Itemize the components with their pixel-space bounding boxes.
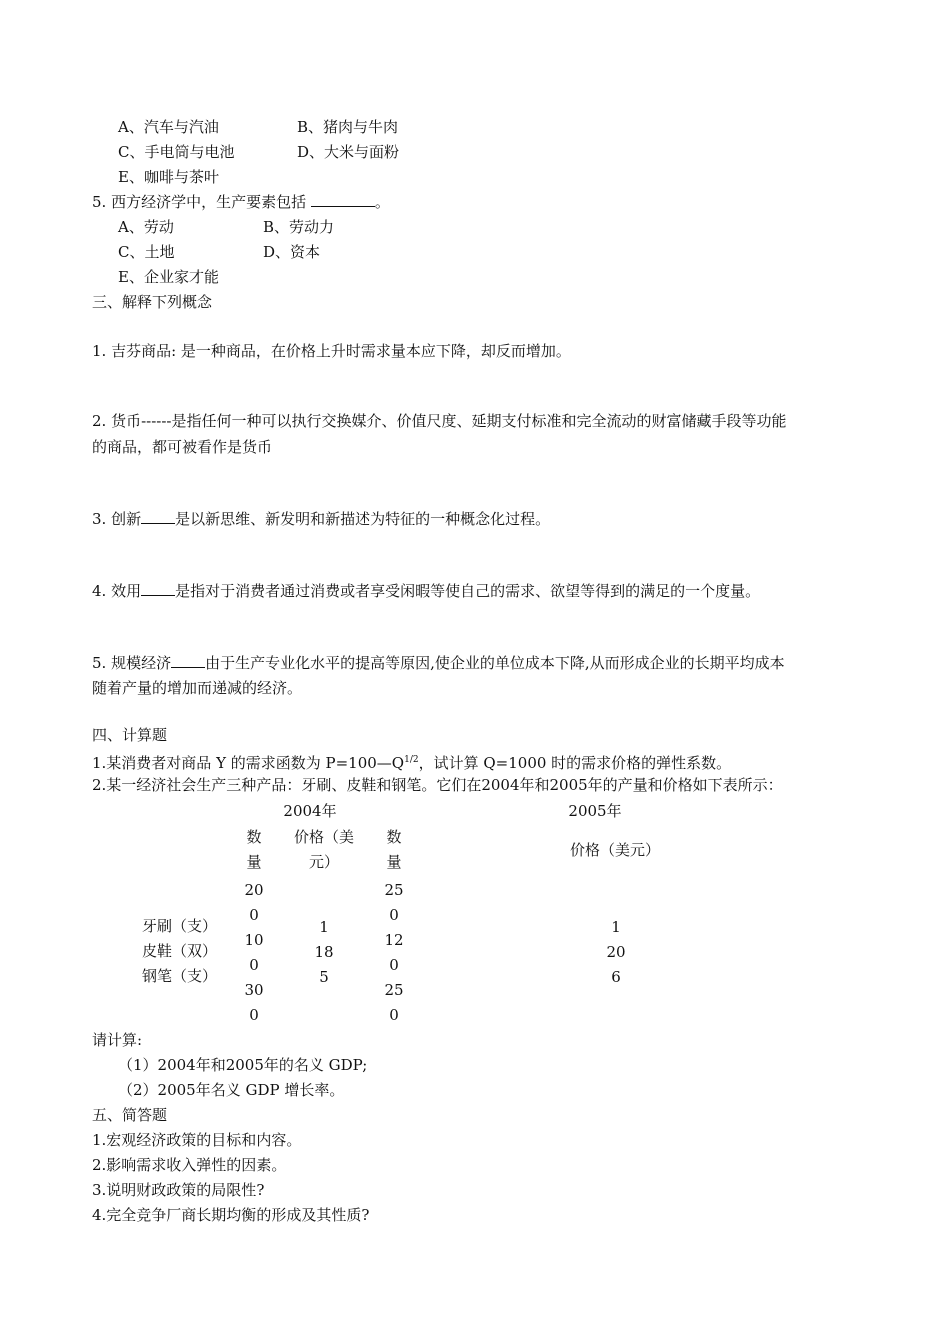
concept-3 [92,509,550,529]
price-2005-cell: 20 [606,943,626,961]
calculate-prompt: 请计算: [92,1031,143,1049]
qty-2005-cell: 12 [384,931,404,949]
calc-question-2: 2.某一经济社会生产三种产品：牙刷、皮鞋和钢笔。它们在2004年和2005年的产量和价格如下表所示： [92,776,783,794]
sub-question-1: （1）2004年和2005年的名义 GDP; [118,1056,368,1074]
qty-2004-cell: 30 [244,981,264,999]
concept-5-definition: 由于生产专业化水平的提高等原因,使企业的单位成本下降,从而形成企业的长期平均成本 [205,654,785,672]
short-answer-4: 4.完全竞争厂商长期均衡的形成及其性质? [92,1206,370,1224]
section-5-title: 五、简答题 [92,1106,168,1124]
answer-blank [311,192,375,207]
calc-question-1 [92,750,731,773]
section-3-title: 三、解释下列概念 [92,293,213,311]
concept-2-line-1: 2. 货币------是指任何一种可以执行交换媒介、价值尺度、延期支付标准和完全流动的财富储藏手段等功能 [92,412,787,430]
exponent: 1/2 [404,755,419,765]
header-year-2004: 2004年 [283,802,337,820]
qty-2005-cell: 25 [384,981,404,999]
price-2004-cell: 18 [314,943,334,961]
price-2005-cell: 1 [611,918,621,936]
concept-4 [92,581,760,601]
option-a: A、劳动 [118,218,174,236]
concept-3-definition: 是以新思维、新发明和新描述为特征的一种概念化过程。 [175,510,551,528]
concept-5-term: 5. 规模经济 [92,654,172,672]
qty-2005-cell: 25 [384,881,404,899]
header-qty-2005-a: 数 [386,828,402,846]
sub-question-2: （2）2005年名义 GDP 增长率。 [118,1081,345,1099]
header-qty-2004-a: 数 [246,828,262,846]
option-d: D、大米与面粉 [297,143,400,161]
option-b: B、猪肉与牛肉 [297,118,399,136]
underline [141,509,175,524]
underline [141,581,175,596]
concept-5-line-2: 随着产量的增加而递减的经济。 [92,679,303,697]
qty-2005-cell: 0 [389,1006,399,1024]
header-qty-2005-b: 量 [386,853,402,871]
qty-2004-cell: 20 [244,881,264,899]
option-c: C、手电筒与电池 [118,143,235,161]
header-price-2004-b: 元） [308,853,339,871]
concept-5 [92,653,785,673]
underline [171,653,205,668]
product-toothbrush: 牙刷（支） [142,917,218,935]
short-answer-1: 1.宏观经济政策的目标和内容。 [92,1131,302,1149]
short-answer-2: 2.影响需求收入弹性的因素。 [92,1156,287,1174]
qty-2005-cell: 0 [389,956,399,974]
header-qty-2004-b: 量 [246,853,262,871]
concept-1: 1. 吉芬商品: 是一种商品，在价格上升时需求量本应下降，却反而增加。 [92,342,571,360]
concept-4-definition: 是指对于消费者通过消费或者享受闲暇等使自己的需求、欲望等得到的满足的一个度量。 [175,582,761,600]
qty-2004-cell: 0 [249,906,259,924]
qty-2004-cell: 0 [249,956,259,974]
concept-2-line-2: 的商品，都可被看作是货币 [92,438,273,456]
qty-2005-cell: 0 [389,906,399,924]
question-5-suffix: 。 [374,193,390,211]
concept-4-term: 4. 效用 [92,582,142,600]
option-e: E、咖啡与茶叶 [118,168,219,186]
option-d: D、资本 [263,243,321,261]
short-answer-3: 3.说明财政政策的局限性? [92,1181,265,1199]
option-b: B、劳动力 [263,218,335,236]
header-year-2005: 2005年 [568,802,622,820]
question-5-stem [92,192,390,212]
option-a: A、汽车与汽油 [118,118,219,136]
calc-1-suffix: ，试计算 Q=1000 时的需求价格的弹性系数。 [418,754,732,772]
qty-2004-cell: 10 [244,931,264,949]
header-price-2004-a: 价格（美 [293,828,354,846]
question-5-prefix: 5. 西方经济学中，生产要素包括 [92,193,311,211]
qty-2004-cell: 0 [249,1006,259,1024]
section-4-title: 四、计算题 [92,726,168,744]
product-pen: 钢笔（支） [142,967,218,985]
price-2004-cell: 1 [319,918,329,936]
option-c: C、土地 [118,243,175,261]
price-2005-cell: 6 [611,968,621,986]
option-e: E、企业家才能 [118,268,219,286]
product-shoes: 皮鞋（双） [142,942,218,960]
header-price-2005: 价格（美元） [569,841,660,859]
calc-1-prefix: 1.某消费者对商品 Y 的需求函数为 P=100—Q [92,754,405,772]
price-2004-cell: 5 [319,968,329,986]
concept-3-term: 3. 创新 [92,510,142,528]
